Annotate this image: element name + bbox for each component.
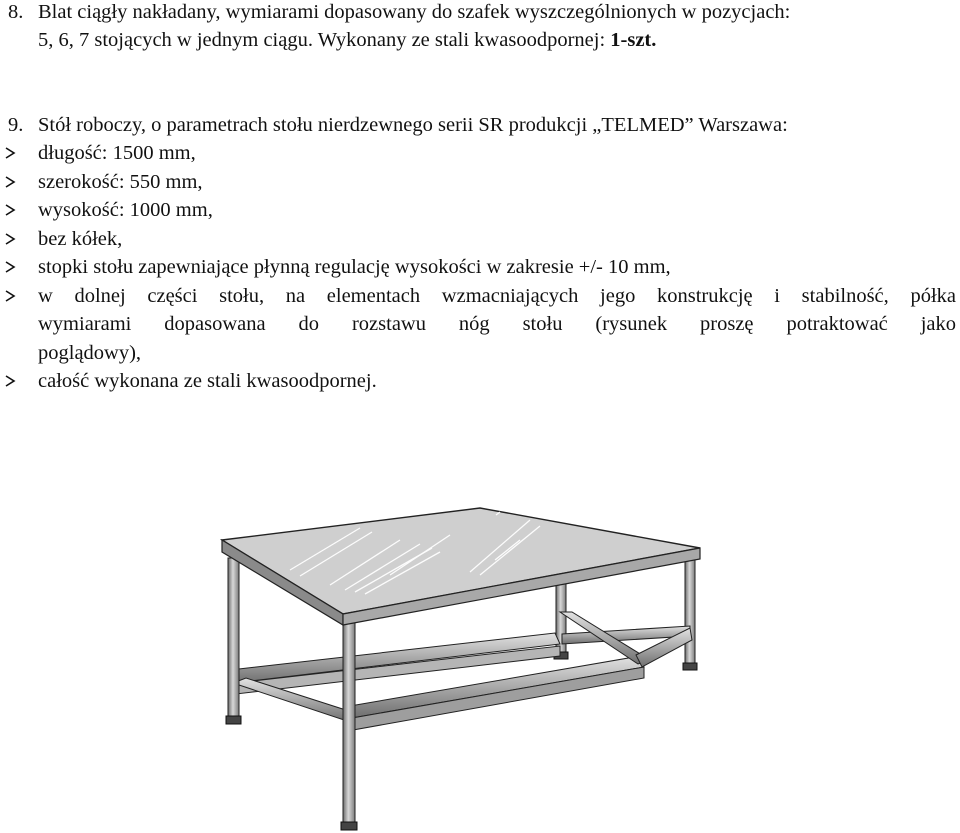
item-8-text-1: Blat ciągły nakładany, wymiarami dopasowany do szafek wyszczególnionych w pozycjach: — [38, 1, 791, 23]
item-8-text-2-regular: 5, 6, 7 stojących w jednym ciągu. Wykonany ze stali kwasoodpornej: — [38, 29, 611, 51]
bullet-text: szerokość: 550 mm, — [38, 171, 203, 193]
bullet-text: całość wykonana ze stali kwasoodpornej. — [38, 370, 377, 392]
item-9-intro: Stół roboczy, o parametrach stołu nierdzewnego serii SR produkcji „TELMED” Warszawa: — [38, 114, 788, 136]
item-8-quantity: 1-szt. — [610, 29, 657, 51]
table-top — [222, 508, 700, 625]
bullet-text: w dolnej części stołu, na elementach wzmacniających jego konstrukcję i stabilność, półka — [38, 285, 956, 307]
bullet-text: długość: 1500 mm, — [38, 142, 196, 164]
bullet-text: bez kółek, — [38, 228, 123, 250]
item-9-number: 9. — [8, 114, 24, 136]
bullet-text: wymiarami dopasowana do rozstawu nóg stołu (rysunek proszę potraktować jako — [38, 313, 956, 335]
item-8-number: 8. — [8, 1, 24, 23]
bullet-text: poglądowy), — [38, 342, 142, 364]
table-lower-frame — [230, 612, 692, 730]
bullet-text: wysokość: 1000 mm, — [38, 199, 213, 221]
bullet-text: stopki stołu zapewniające płynną regulację wysokości w zakresie +/- 10 mm, — [38, 256, 671, 278]
